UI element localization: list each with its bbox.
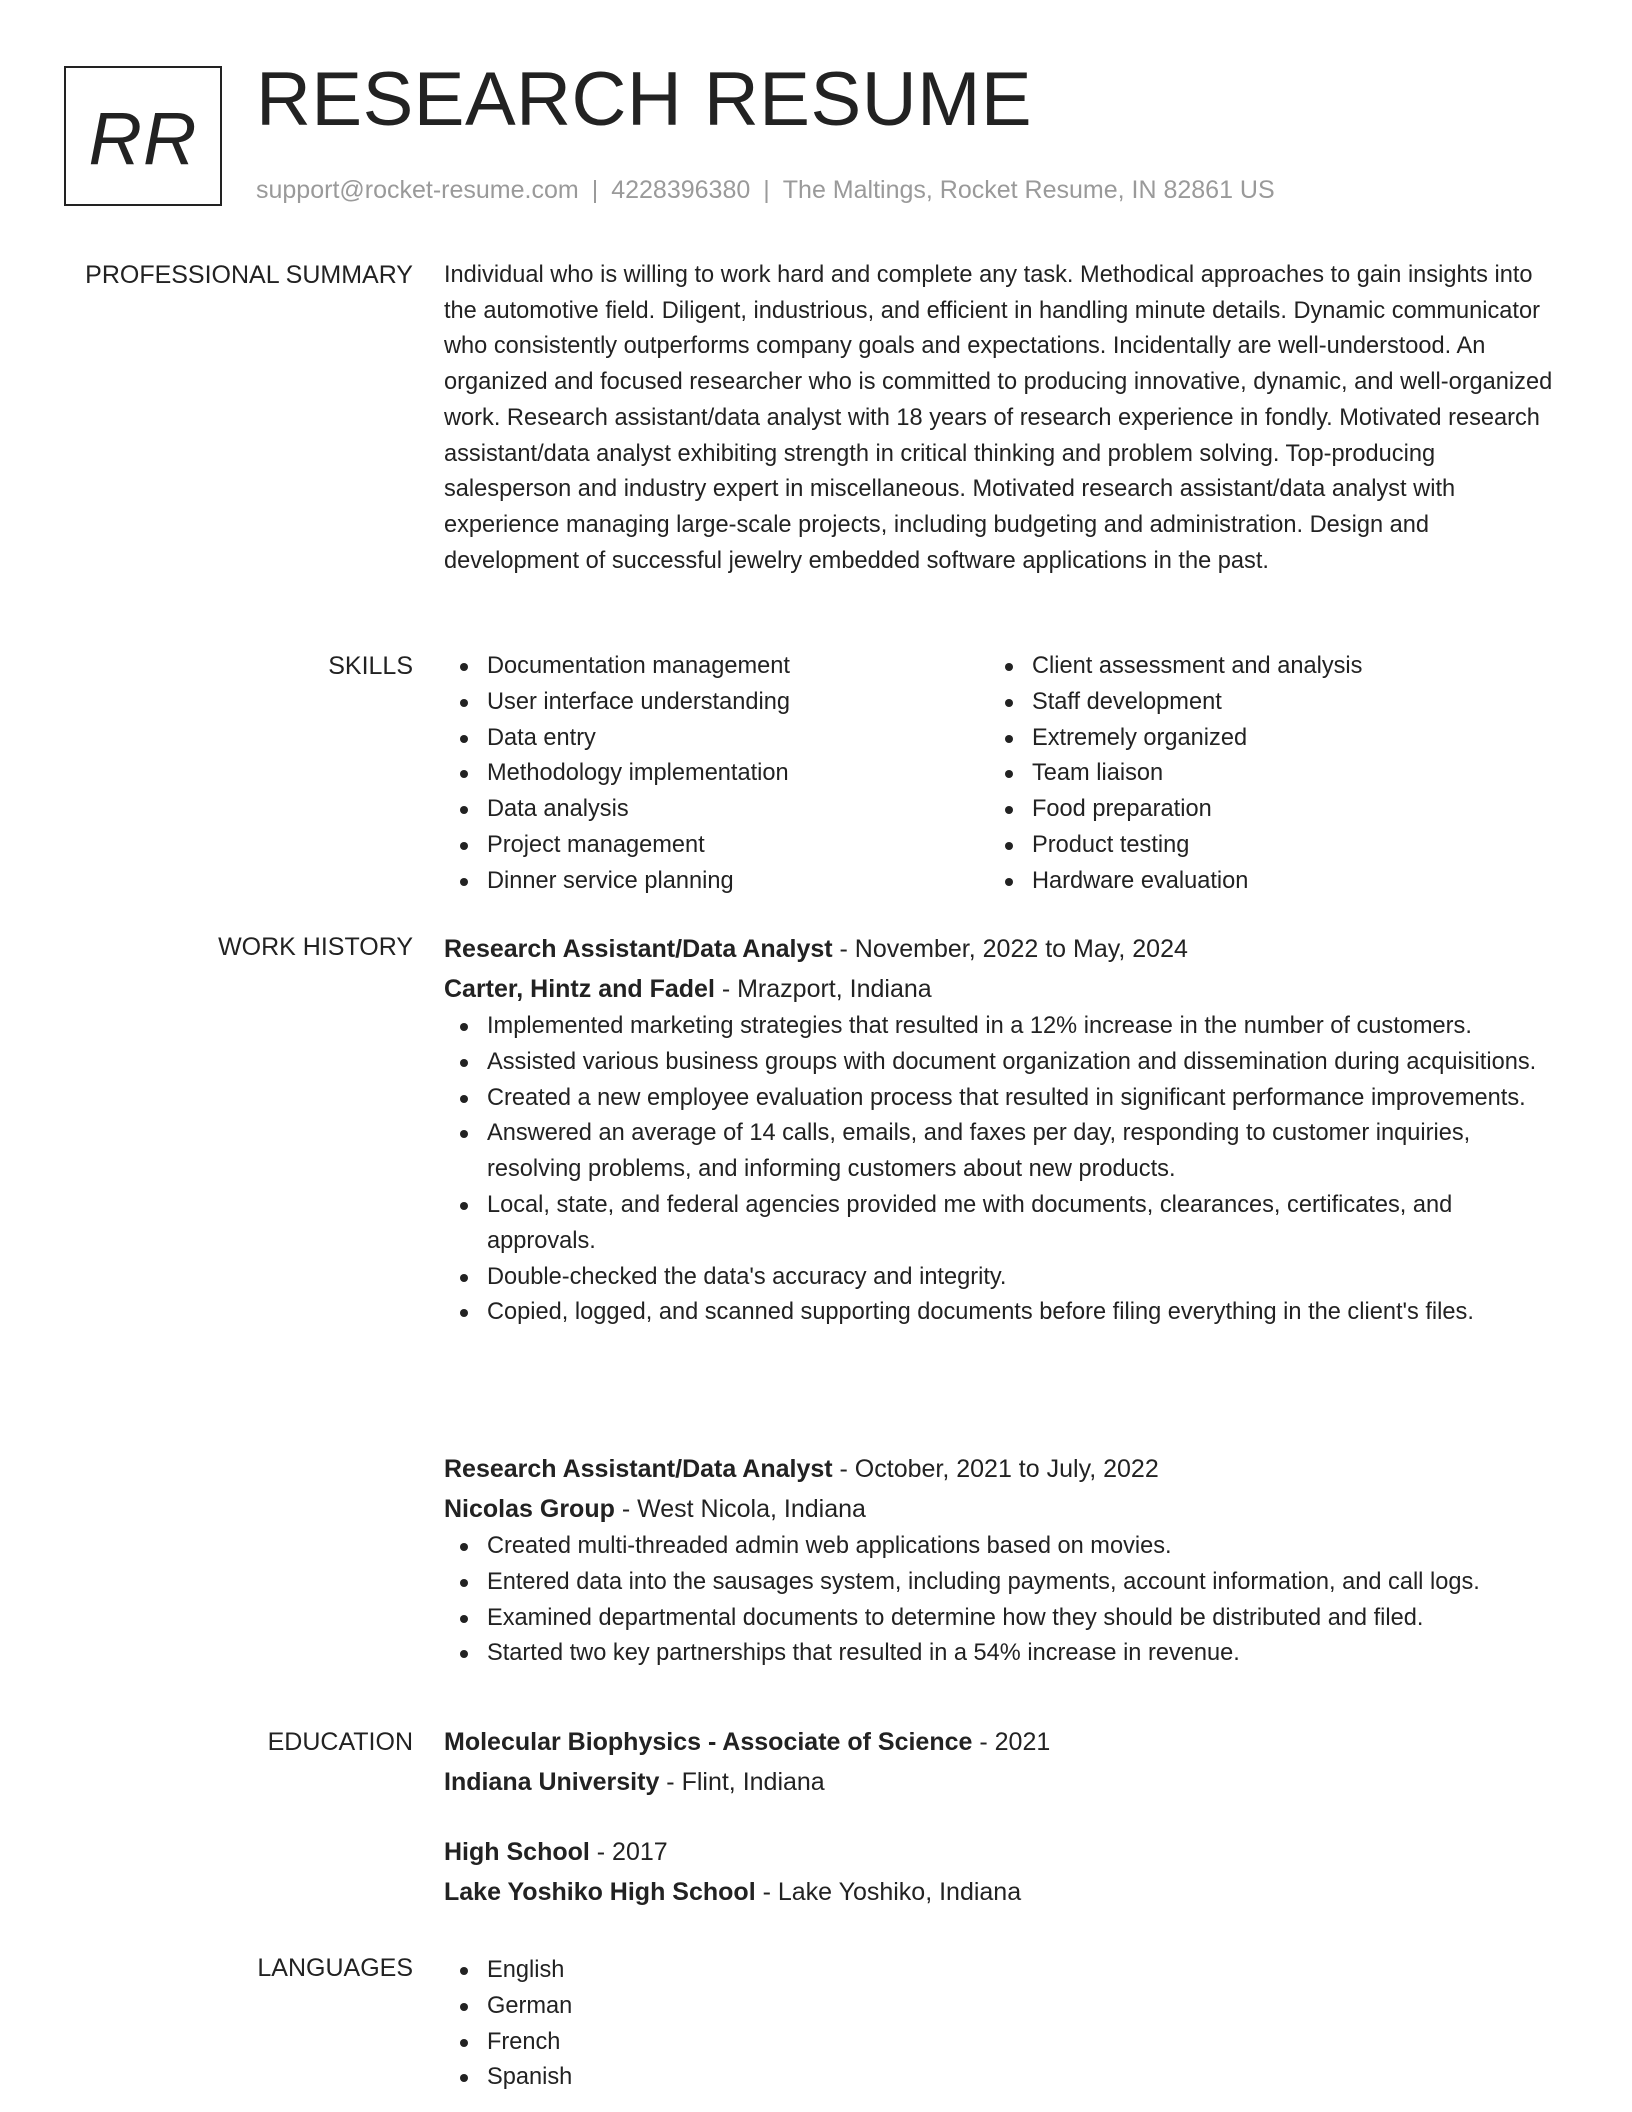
language-item: Spanish bbox=[444, 2060, 1554, 2096]
section-label-summary: PROFESSIONAL SUMMARY bbox=[85, 261, 413, 289]
job-bullets bbox=[444, 1009, 1554, 1331]
job-dates: - October, 2021 to July, 2022 bbox=[832, 1455, 1159, 1483]
job-title-line bbox=[444, 929, 1554, 969]
job-title-line bbox=[444, 1449, 1554, 1489]
summary-text: Individual who is willing to work hard and complete any task. Methodical approaches to gain insights into the automotive field. Diligent, industrious, and efficient in handling minute details. Dynamic communicator who consistently outperforms company goals and expectations. Incidentally are well-understood. An organized and focused researcher who is committed to producing innovative, dynamic, and well-organized work. Research assistant/data analyst with 18 years of research experience in fondly. Motivated research assistant/data analyst exhibiting strength in critical thinking and problem solving. Top-producing salesperson and industry expert in miscellaneous. Motivated research assistant/data analyst with experience managing large-scale projects, including budgeting and administration. Design and development of successful jewelry embedded software applications in the past. bbox=[444, 262, 1553, 574]
contact-address: The Maltings, Rocket Resume, IN 82861 US bbox=[782, 176, 1275, 204]
contact-phone: 4228396380 bbox=[611, 176, 751, 204]
skills-list-left bbox=[444, 649, 989, 900]
skill-item: Client assessment and analysis bbox=[989, 649, 1534, 685]
job-bullets bbox=[444, 1529, 1554, 1672]
skill-item: Data analysis bbox=[444, 792, 989, 828]
work-history-body bbox=[444, 929, 1554, 1667]
summary-body bbox=[444, 258, 1554, 579]
job-bullet: Answered an average of 14 calls, emails, and faxes per day, responding to customer inquiries, resolving problems, and informing customers about new products. bbox=[444, 1116, 1554, 1188]
education-school: Indiana University bbox=[444, 1768, 660, 1796]
education-year: - 2021 bbox=[972, 1728, 1051, 1756]
job-entry bbox=[444, 929, 1554, 1331]
job-bullet: Implemented marketing strategies that resulted in a 12% increase in the number of customers. bbox=[444, 1009, 1554, 1045]
job-bullet: Created a new employee evaluation process that resulted in significant performance improvements. bbox=[444, 1081, 1554, 1117]
section-label-skills: SKILLS bbox=[328, 652, 413, 680]
education-year: - 2017 bbox=[589, 1838, 668, 1866]
languages-list bbox=[444, 1953, 1554, 2096]
skill-item: User interface understanding bbox=[444, 685, 989, 721]
language-item: English bbox=[444, 1953, 1554, 1989]
job-bullet: Created multi-threaded admin web applications based on movies. bbox=[444, 1529, 1554, 1565]
section-label-education: EDUCATION bbox=[267, 1728, 413, 1756]
education-school-line bbox=[444, 1762, 1554, 1802]
contact-email: support@rocket-resume.com bbox=[256, 176, 579, 204]
skill-item: Product testing bbox=[989, 828, 1534, 864]
job-bullet: Examined departmental documents to determine how they should be distributed and filed. bbox=[444, 1601, 1554, 1637]
job-dates: - November, 2022 to May, 2024 bbox=[832, 935, 1188, 963]
skill-item: Food preparation bbox=[989, 792, 1534, 828]
section-label-languages: LANGUAGES bbox=[257, 1954, 413, 1982]
contact-separator: | bbox=[591, 176, 599, 204]
job-location: - Mrazport, Indiana bbox=[714, 975, 932, 1003]
education-degree: Molecular Biophysics - Associate of Science bbox=[444, 1728, 973, 1756]
job-bullet: Started two key partnerships that resulted in a 54% increase in revenue. bbox=[444, 1636, 1554, 1672]
education-location: - Lake Yoshiko, Indiana bbox=[755, 1878, 1022, 1906]
monogram-box bbox=[64, 66, 222, 206]
language-item: German bbox=[444, 1989, 1554, 2025]
languages-body bbox=[444, 1953, 1554, 2096]
skills-column-right bbox=[989, 649, 1534, 900]
skill-item: Dinner service planning bbox=[444, 864, 989, 900]
skills-list-right bbox=[989, 649, 1534, 900]
resume-name: RESEARCH RESUME bbox=[256, 57, 1033, 142]
job-company: Carter, Hintz and Fadel bbox=[444, 975, 715, 1003]
job-company-line bbox=[444, 1489, 1554, 1529]
education-degree: High School bbox=[444, 1838, 590, 1866]
job-bullet: Local, state, and federal agencies provided me with documents, clearances, certificates, and approvals. bbox=[444, 1188, 1554, 1260]
skill-item: Data entry bbox=[444, 721, 989, 757]
job-bullet: Entered data into the sausages system, including payments, account information, and call logs. bbox=[444, 1565, 1554, 1601]
education-school-line bbox=[444, 1872, 1554, 1912]
skill-item: Hardware evaluation bbox=[989, 864, 1534, 900]
skill-item: Staff development bbox=[989, 685, 1534, 721]
education-degree-line bbox=[444, 1832, 1554, 1872]
skill-item: Methodology implementation bbox=[444, 756, 989, 792]
section-label-work-history: WORK HISTORY bbox=[218, 933, 413, 961]
job-company: Nicolas Group bbox=[444, 1495, 615, 1523]
skill-item: Team liaison bbox=[989, 756, 1534, 792]
skill-item: Documentation management bbox=[444, 649, 989, 685]
education-location: - Flint, Indiana bbox=[659, 1768, 825, 1796]
education-degree-line bbox=[444, 1722, 1554, 1762]
monogram-initials: RR bbox=[88, 96, 198, 180]
job-title: Research Assistant/Data Analyst bbox=[444, 1455, 833, 1483]
job-bullet: Double-checked the data's accuracy and integrity. bbox=[444, 1260, 1554, 1296]
job-bullet: Assisted various business groups with document organization and dissemination during acquisitions. bbox=[444, 1045, 1554, 1081]
education-body bbox=[444, 1722, 1554, 1906]
skill-item: Extremely organized bbox=[989, 721, 1534, 757]
contact-line bbox=[256, 174, 1275, 206]
job-entry bbox=[444, 1449, 1554, 1672]
job-title: Research Assistant/Data Analyst bbox=[444, 935, 833, 963]
education-entry bbox=[444, 1722, 1554, 1802]
job-company-line bbox=[444, 969, 1554, 1009]
education-entry bbox=[444, 1832, 1554, 1912]
language-item: French bbox=[444, 2025, 1554, 2061]
contact-separator: | bbox=[763, 176, 770, 204]
job-bullet: Copied, logged, and scanned supporting documents before filing everything in the client's files. bbox=[444, 1295, 1554, 1331]
job-location: - West Nicola, Indiana bbox=[614, 1495, 866, 1523]
skill-item: Project management bbox=[444, 828, 989, 864]
skills-column-left bbox=[444, 649, 989, 900]
education-school: Lake Yoshiko High School bbox=[444, 1878, 756, 1906]
